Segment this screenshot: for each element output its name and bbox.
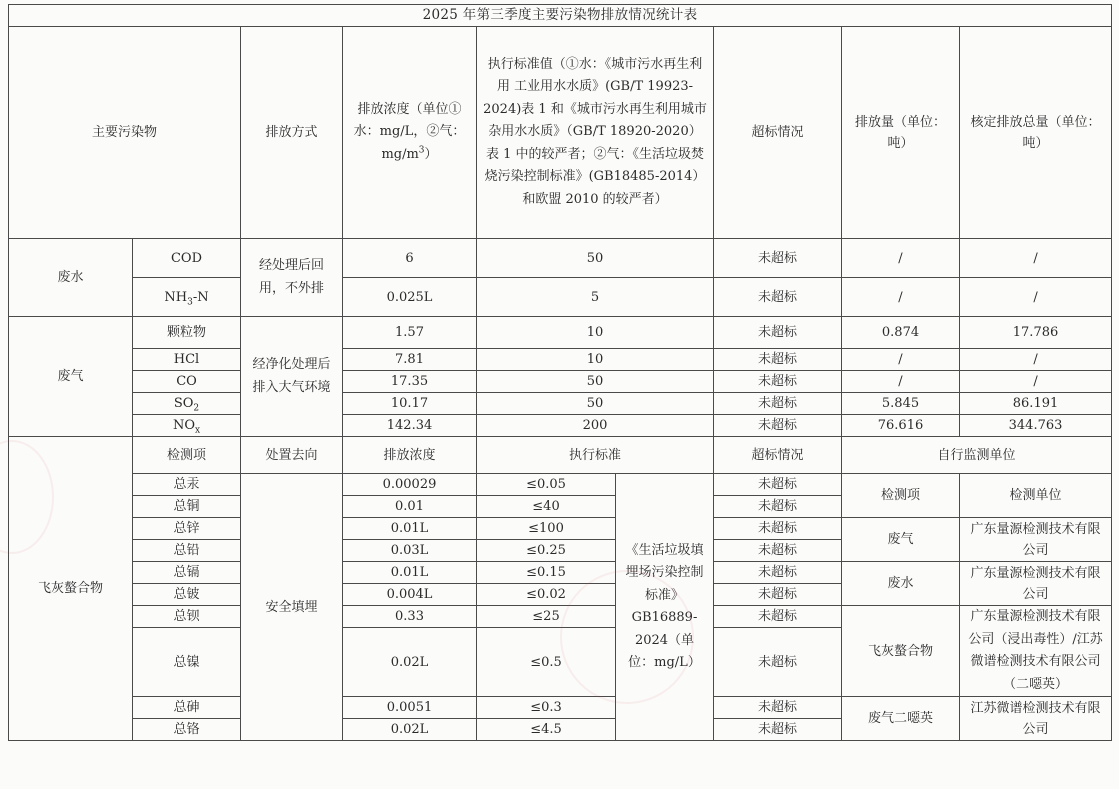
table-row (9, 239, 1112, 278)
flyash-conc: 0.01L (343, 562, 477, 584)
exhaust-approved: 17.786 (960, 317, 1112, 349)
exhaust-item: $SO_2$ (133, 393, 241, 415)
flyash-item: 总锌 (133, 518, 241, 540)
exhaust-conc: 142.34 (343, 415, 477, 437)
monitor-item: 废水 (842, 562, 960, 606)
flyash-header-monitor: 自行监测单位 (842, 437, 1112, 474)
wastewater-std: 5 (477, 278, 714, 317)
wastewater-exceed: 未超标 (714, 278, 842, 317)
header-pollutant: 主要污染物 (9, 27, 241, 239)
flyash-standard-text: 《生活垃圾填埋场污染控制标准》GB16889-2024（单位：mg/L） (616, 474, 714, 741)
monitor-header-unit: 检测单位 (960, 474, 1112, 518)
exhaust-std: 50 (477, 371, 714, 393)
exhaust-approved: 344.763 (960, 415, 1112, 437)
table-row (9, 697, 1112, 719)
table-row (9, 562, 1112, 584)
flyash-item: 总镉 (133, 562, 241, 584)
flyash-item: 总铍 (133, 584, 241, 606)
wastewater-emission: / (842, 239, 960, 278)
flyash-limit: ≤0.3 (477, 697, 616, 719)
monitor-unit: 广东量源检测技术有限公司（浸出毒性）/江苏微谱检测技术有限公司（二噁英） (960, 606, 1112, 697)
pollutant-table (8, 4, 1112, 741)
exhaust-emission: 76.616 (842, 415, 960, 437)
flyash-limit: ≤25 (477, 606, 616, 628)
flyash-conc: 0.03L (343, 540, 477, 562)
flyash-item: 总铅 (133, 540, 241, 562)
flyash-header-standard: 执行标准 (477, 437, 714, 474)
exhaust-exceed: 未超标 (714, 371, 842, 393)
wastewater-std: 50 (477, 239, 714, 278)
table-row (9, 518, 1112, 540)
exhaust-item: $NO_x$ (133, 415, 241, 437)
statistics-document (8, 4, 1111, 741)
exhaust-emission: / (842, 349, 960, 371)
table-row (9, 474, 1112, 496)
exhaust-conc: 1.57 (343, 317, 477, 349)
flyash-conc: 0.02L (343, 628, 477, 697)
wastewater-conc: 0.025L (343, 278, 477, 317)
flyash-item: 总镍 (133, 628, 241, 697)
table-row (9, 371, 1112, 393)
table-title: 2025 年第三季度主要污染物排放情况统计表 (9, 5, 1112, 27)
wastewater-approved: / (960, 278, 1112, 317)
wastewater-item: COD (133, 239, 241, 278)
exhaust-method: 经净化处理后排入大气环境 (241, 317, 343, 437)
exhaust-item: CO (133, 371, 241, 393)
flyash-exceed: 未超标 (714, 719, 842, 741)
flyash-exceed: 未超标 (714, 606, 842, 628)
flyash-conc: 0.01L (343, 518, 477, 540)
flyash-limit: ≤40 (477, 496, 616, 518)
flyash-subheader-row (9, 437, 1112, 474)
flyash-limit: ≤4.5 (477, 719, 616, 741)
monitor-unit: 广东量源检测技术有限公司 (960, 562, 1112, 606)
flyash-exceed: 未超标 (714, 584, 842, 606)
wastewater-method: 经处理后回用，不外排 (241, 239, 343, 317)
header-exceed: 超标情况 (714, 27, 842, 239)
monitor-item: 废气二噁英 (842, 697, 960, 741)
flyash-item: 总铬 (133, 719, 241, 741)
exhaust-category: 废气 (9, 317, 133, 437)
table-row (9, 393, 1112, 415)
exhaust-item: 颗粒物 (133, 317, 241, 349)
exhaust-std: 10 (477, 349, 714, 371)
flyash-exceed: 未超标 (714, 697, 842, 719)
flyash-header-conc: 排放浓度 (343, 437, 477, 474)
exhaust-conc: 10.17 (343, 393, 477, 415)
flyash-limit: ≤0.15 (477, 562, 616, 584)
exhaust-std: 10 (477, 317, 714, 349)
exhaust-approved: 86.191 (960, 393, 1112, 415)
flyash-limit: ≤0.02 (477, 584, 616, 606)
table-row (9, 278, 1112, 317)
monitor-item: 飞灰螯合物 (842, 606, 960, 697)
exhaust-emission: / (842, 371, 960, 393)
exhaust-approved: / (960, 371, 1112, 393)
flyash-item: 总铜 (133, 496, 241, 518)
flyash-exceed: 未超标 (714, 562, 842, 584)
flyash-destination: 安全填埋 (241, 474, 343, 741)
exhaust-std: 50 (477, 393, 714, 415)
header-method: 排放方式 (241, 27, 343, 239)
wastewater-category: 废水 (9, 239, 133, 317)
flyash-limit: ≤100 (477, 518, 616, 540)
flyash-header-item: 检测项 (133, 437, 241, 474)
exhaust-std: 200 (477, 415, 714, 437)
wastewater-emission: / (842, 278, 960, 317)
wastewater-item: $NH_3-N$ (133, 278, 241, 317)
table-row (9, 317, 1112, 349)
exhaust-conc: 17.35 (343, 371, 477, 393)
exhaust-approved: / (960, 349, 1112, 371)
exhaust-emission: 0.874 (842, 317, 960, 349)
monitor-header-item: 检测项 (842, 474, 960, 518)
flyash-item: 总砷 (133, 697, 241, 719)
header-concentration: 排放浓度（单位①水：mg/L，②气：$mg/m^3$） (343, 27, 477, 239)
flyash-exceed: 未超标 (714, 518, 842, 540)
flyash-limit: ≤0.25 (477, 540, 616, 562)
exhaust-emission: 5.845 (842, 393, 960, 415)
flyash-conc: 0.02L (343, 719, 477, 741)
flyash-limit: ≤0.05 (477, 474, 616, 496)
flyash-conc: 0.01 (343, 496, 477, 518)
flyash-item: 总钡 (133, 606, 241, 628)
flyash-exceed: 未超标 (714, 496, 842, 518)
table-header-row (9, 27, 1112, 239)
wastewater-exceed: 未超标 (714, 239, 842, 278)
flyash-exceed: 未超标 (714, 628, 842, 697)
header-emission: 排放量（单位：吨） (842, 27, 960, 239)
monitor-unit: 江苏微谱检测技术有限公司 (960, 697, 1112, 741)
header-approved: 核定排放总量（单位：吨） (960, 27, 1112, 239)
flyash-exceed: 未超标 (714, 540, 842, 562)
wastewater-approved: / (960, 239, 1112, 278)
flyash-header-destination: 处置去向 (241, 437, 343, 474)
table-row (9, 415, 1112, 437)
exhaust-item: HCl (133, 349, 241, 371)
flyash-item: 总汞 (133, 474, 241, 496)
exhaust-exceed: 未超标 (714, 415, 842, 437)
table-row (9, 349, 1112, 371)
exhaust-exceed: 未超标 (714, 349, 842, 371)
exhaust-exceed: 未超标 (714, 317, 842, 349)
flyash-header-exceed: 超标情况 (714, 437, 842, 474)
flyash-limit: ≤0.5 (477, 628, 616, 697)
monitor-unit: 广东量源检测技术有限公司 (960, 518, 1112, 562)
flyash-conc: 0.00029 (343, 474, 477, 496)
flyash-exceed: 未超标 (714, 474, 842, 496)
exhaust-exceed: 未超标 (714, 393, 842, 415)
wastewater-conc: 6 (343, 239, 477, 278)
header-standard: 执行标准值（①水：《城市污水再生利用 工业用水水质》(GB/T 19923-2024)表 1 和《城市污水再生利用城市杂用水水质》（GB/T 18920-2020）表 1 中的较严者；②气：《生活垃圾焚烧污染控制标准》(GB18485-2014）和欧盟 2010 的较严者） (477, 27, 714, 239)
flyash-conc: 0.33 (343, 606, 477, 628)
flyash-conc: 0.004L (343, 584, 477, 606)
flyash-category: 飞灰螯合物 (9, 437, 133, 741)
table-row (9, 606, 1112, 628)
exhaust-conc: 7.81 (343, 349, 477, 371)
monitor-item: 废气 (842, 518, 960, 562)
flyash-conc: 0.0051 (343, 697, 477, 719)
